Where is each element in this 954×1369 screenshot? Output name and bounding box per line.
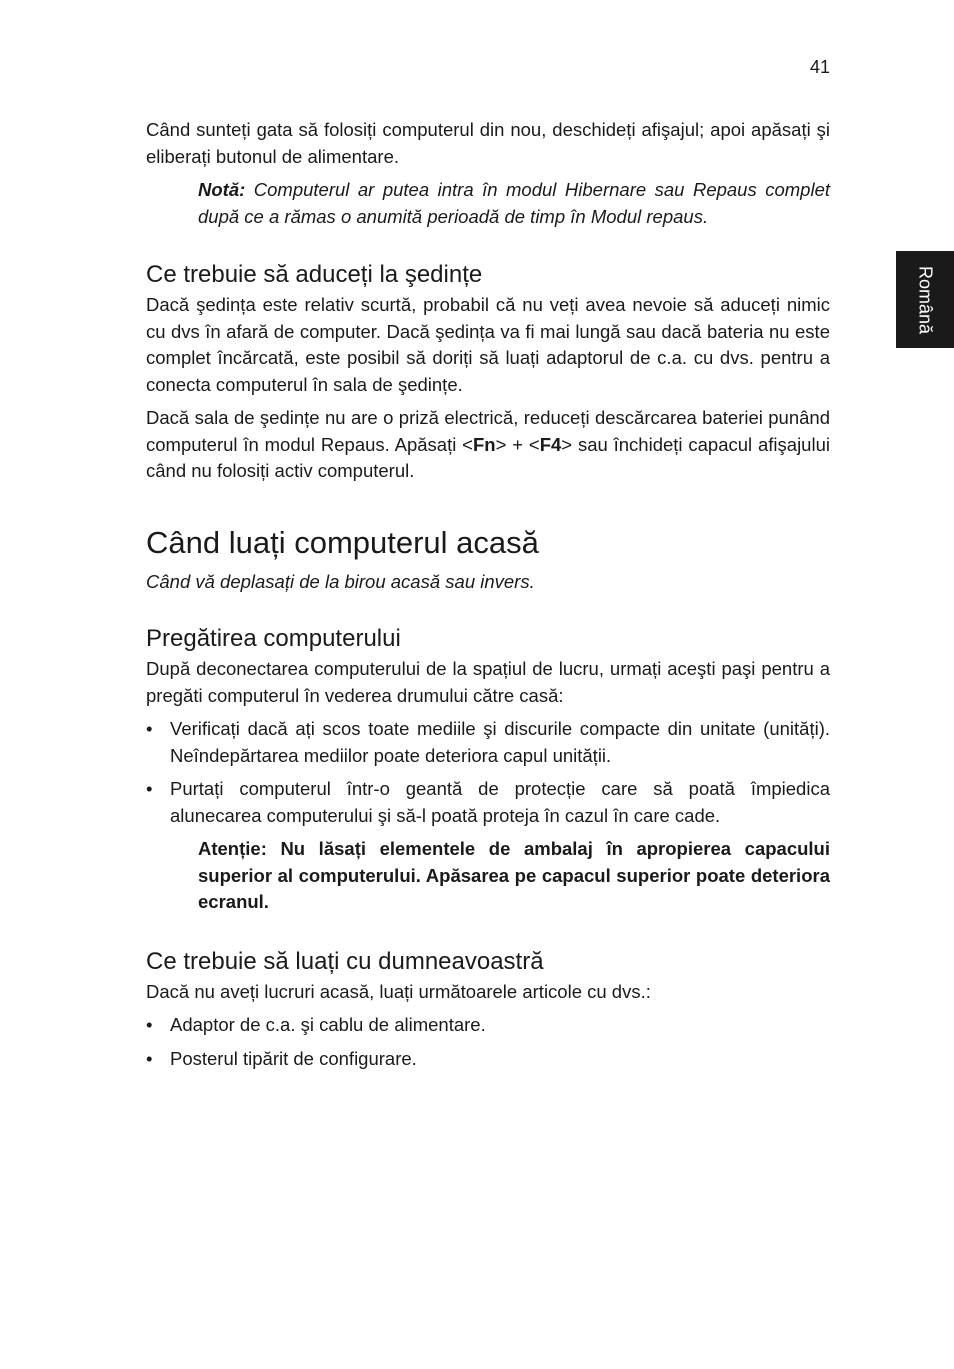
list-item-text: Posterul tipărit de configurare. [170,1047,417,1069]
list-item-text: Adaptor de c.a. şi cablu de alimentare. [170,1014,486,1035]
prep-heading: Pregătirea computerului [146,625,401,652]
note-text: Computerul ar putea intra în modul Hibernare sau Repaus complet după ce a rămas o anumită perioadă de timp în Modul repaus. [198,179,830,227]
bullet-symbol: • [146,1047,153,1069]
warning: Atenție: Nu lăsați elementele de ambalaj în apropierea capacului superior al computerului. Apăsarea pe capacul superior poate deteriora ecranul. [198,838,830,912]
take-heading: Ce trebuie să luați cu dumneavoastră [146,947,544,975]
meetings-paragraph-2-mid: > + < [495,433,540,455]
take-list [146,1012,830,1072]
note [198,177,830,230]
bullet-symbol: • [146,1014,153,1035]
meetings-paragraph-2 [146,405,830,485]
intro-paragraph: Când sunteți gata să folosiți computerul din nou, deschideți afişajul; apoi apăsați şi eliberați butonul de alimentare. [146,119,830,167]
meetings-paragraph-2-post: > sau închideți capacul afişajului când nu folosiți activ computerul. [146,433,830,481]
page-content [146,117,830,1072]
prep-list [146,716,830,829]
section-title: Când luați computerul acasă [146,524,539,560]
language-tab-label: Română [915,265,936,334]
list-item [146,776,830,829]
meetings-paragraph-2-pre: Dacă sala de şedințe nu are o priză electrică, reduceți descărcarea bateriei punând computerul în modul Repaus. Apăsați < [146,407,830,455]
f4-key: F4 [539,433,562,455]
bullet-symbol: • [146,718,153,739]
section-subtitle: Când vă deplasați de la birou acasă sau invers. [146,570,535,592]
meetings-paragraph-1: Dacă şedința este relativ scurtă, probabil că nu veți avea nevoie să aduceți nimic cu dvs în afară de computer. Dacă şedința va fi mai lungă sau dacă bateria nu este complet încărcată, este posibil să doriți să luați adaptorul de c.a. cu dvs. pentru a conecta computerul în sala de şedințe. [146,294,830,395]
list-item-text: Purtați computerul într-o geantă de protecție care să poată împiedica alunecarea computerului şi să-l poată proteja în cazul în care cade. [170,778,830,826]
list-item-text: Verificați dacă ați scos toate mediile şi discurile compacte din unitate (unități). Neîndepărtarea mediilor poate deteriora capul unității. [170,718,830,766]
fn-key: Fn [472,433,496,455]
list-item [146,1046,830,1073]
list-item [146,716,830,769]
meetings-heading: Ce trebuie să aduceți la şedințe [146,261,483,288]
bullet-symbol: • [146,778,153,799]
list-item [146,1012,830,1039]
page-number: 41 [809,57,830,77]
note-label: Notă: [198,179,246,200]
prep-paragraph: După deconectarea computerului de la spațiul de lucru, urmați aceşti paşi pentru a pregăti computerul în vederea drumului către casă: [146,658,830,706]
language-tab [896,251,954,348]
take-paragraph: Dacă nu aveți lucruri acasă, luați următoarele articole cu dvs.: [146,980,651,1002]
